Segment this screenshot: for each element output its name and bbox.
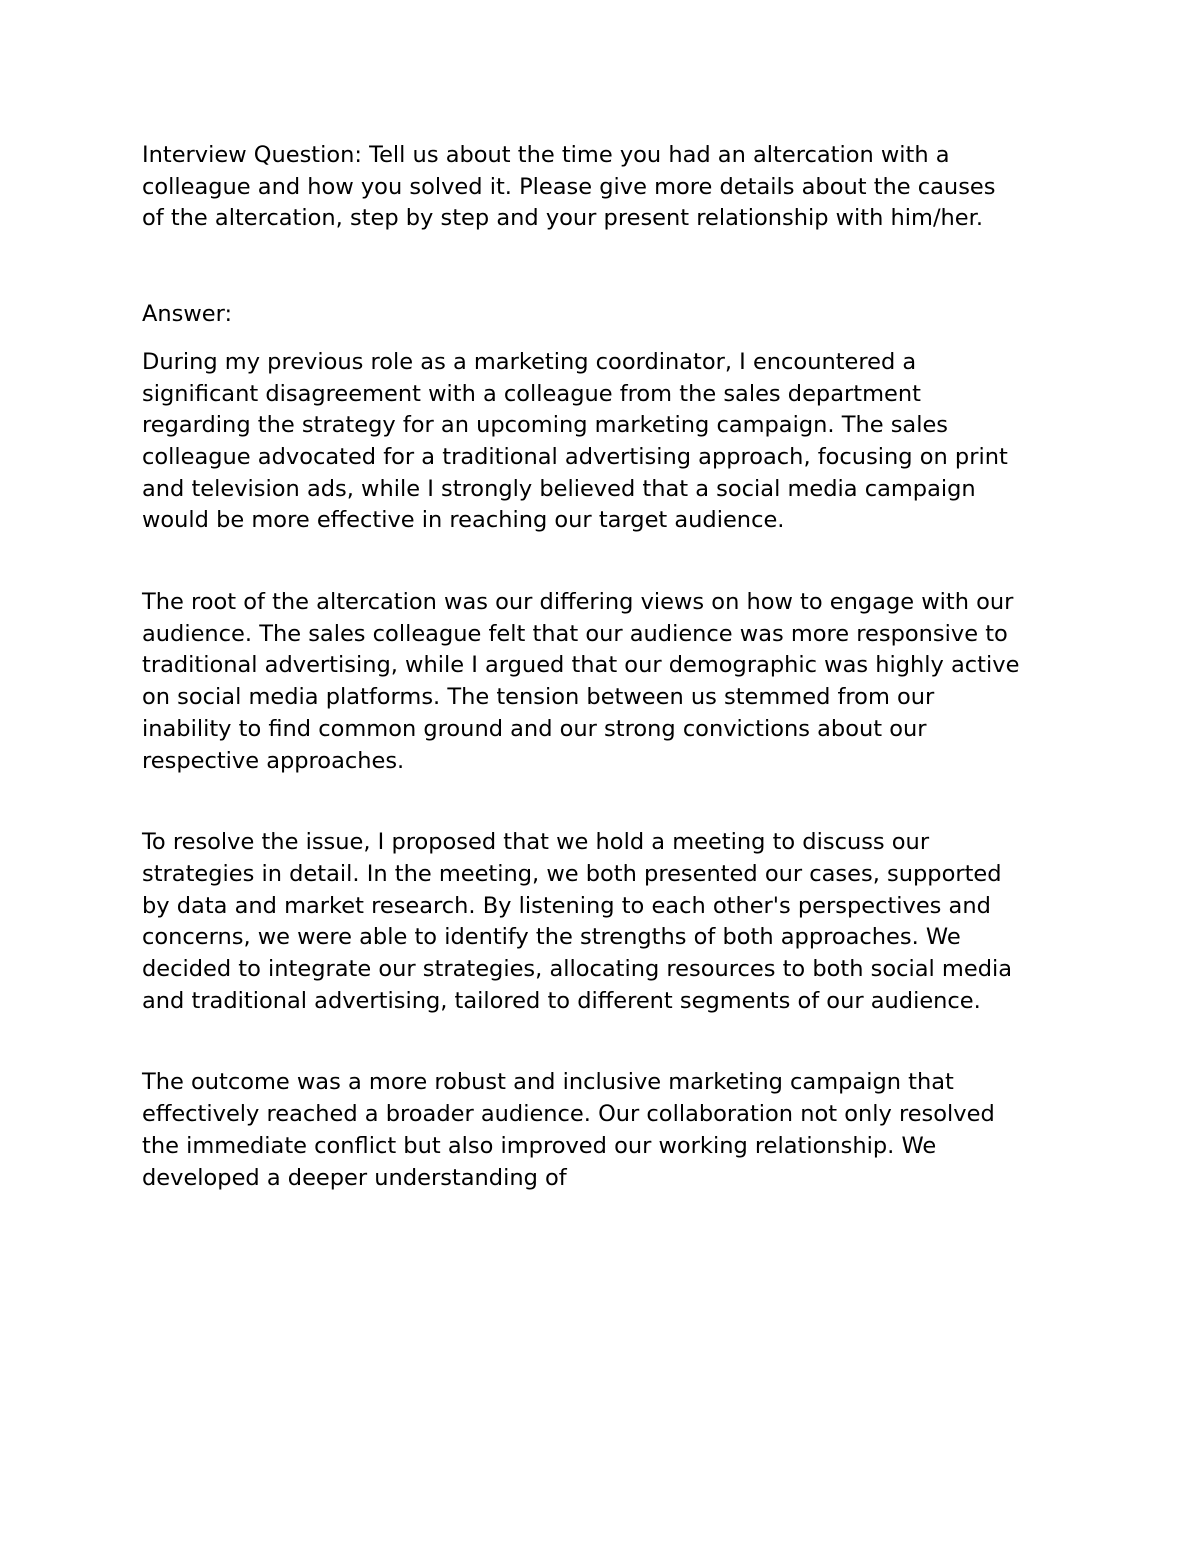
answer-paragraph-1	[142, 347, 1072, 537]
paragraph-line: would be more effective in reaching our target audience.	[142, 507, 785, 534]
paragraph-line: inability to find common ground and our strong convictions about our	[142, 715, 927, 742]
document-body	[142, 140, 1072, 1194]
paragraph-line: developed a deeper understanding of	[142, 1164, 567, 1191]
paragraph-line: on social media platforms. The tension between us stemmed from our	[142, 684, 935, 711]
interview-question	[142, 140, 1072, 235]
paragraph-line: regarding the strategy for an upcoming marketing campaign. The sales	[142, 412, 949, 439]
paragraph-line: traditional advertising, while I argued that our demographic was highly active	[142, 652, 1020, 679]
question-line: colleague and how you solved it. Please give more details about the causes	[142, 173, 996, 200]
paragraph-line: the immediate conflict but also improved our working relationship. We	[142, 1132, 937, 1159]
paragraph-line: by data and market research. By listening to each other's perspectives and	[142, 892, 991, 919]
answer-paragraph-3	[142, 827, 1072, 1017]
answer-label-text: Answer:	[142, 301, 233, 328]
paragraph-line: concerns, we were able to identify the strengths of both approaches. We	[142, 924, 961, 951]
answer-paragraph-4	[142, 1067, 1072, 1194]
paragraph-line: decided to integrate our strategies, allocating resources to both social media	[142, 956, 1013, 983]
paragraph-line: significant disagreement with a colleague from the sales department	[142, 380, 921, 407]
paragraph-line: effectively reached a broader audience. Our collaboration not only resolved	[142, 1101, 995, 1128]
answer-paragraph-2	[142, 587, 1072, 777]
paragraph-line: and traditional advertising, tailored to different segments of our audience.	[142, 987, 981, 1014]
paragraph-line: audience. The sales colleague felt that our audience was more responsive to	[142, 620, 1008, 647]
question-line: Interview Question: Tell us about the time you had an altercation with a	[142, 142, 950, 168]
paragraph-line: strategies in detail. In the meeting, we both presented our cases, supported	[142, 860, 1002, 887]
paragraph-line: and television ads, while I strongly believed that a social media campaign	[142, 475, 976, 502]
paragraph-line: The outcome was a more robust and inclusive marketing campaign that	[142, 1069, 954, 1096]
paragraph-line: colleague advocated for a traditional advertising approach, focusing on print	[142, 443, 1008, 470]
answer-label	[142, 299, 1072, 331]
paragraph-line: To resolve the issue, I proposed that we hold a meeting to discuss our	[142, 829, 930, 856]
paragraph-line: respective approaches.	[142, 747, 405, 774]
paragraph-line: The root of the altercation was our differing views on how to engage with our	[142, 589, 1014, 616]
question-line: of the altercation, step by step and your present relationship with him/her.	[142, 205, 983, 232]
paragraph-line: During my previous role as a marketing coordinator, I encountered a	[142, 348, 917, 375]
